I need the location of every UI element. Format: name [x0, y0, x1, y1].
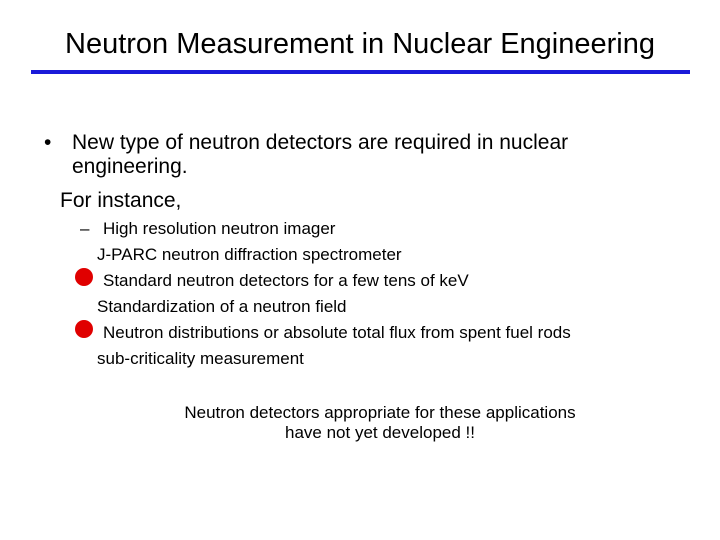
intro-line-2: engineering. — [72, 155, 188, 178]
bullet-icon: • — [44, 131, 52, 154]
list-item: sub-criticality measurement — [97, 349, 304, 368]
intro-line-1: New type of neutron detectors are required in nuclear — [72, 131, 569, 154]
sub-bullet-dash-icon: – — [80, 219, 90, 238]
conclusion-line-1: Neutron detectors appropriate for these applications — [184, 403, 576, 422]
list-item: Neutron distributions or absolute total flux from spent fuel rods — [103, 323, 571, 342]
list-item: Standard neutron detectors for a few tens of keV — [103, 271, 469, 290]
list-item: J-PARC neutron diffraction spectrometer — [97, 245, 402, 264]
conclusion-line-2: have not yet developed !! — [285, 423, 475, 442]
slide-title: Neutron Measurement in Nuclear Engineering — [65, 28, 655, 60]
red-circle-marker-icon — [75, 268, 93, 286]
list-item: High resolution neutron imager — [103, 219, 336, 238]
title-underline — [31, 70, 690, 74]
intro-line-3: For instance, — [60, 189, 182, 212]
red-circle-marker-icon — [75, 320, 93, 338]
list-item: Standardization of a neutron field — [97, 297, 347, 316]
